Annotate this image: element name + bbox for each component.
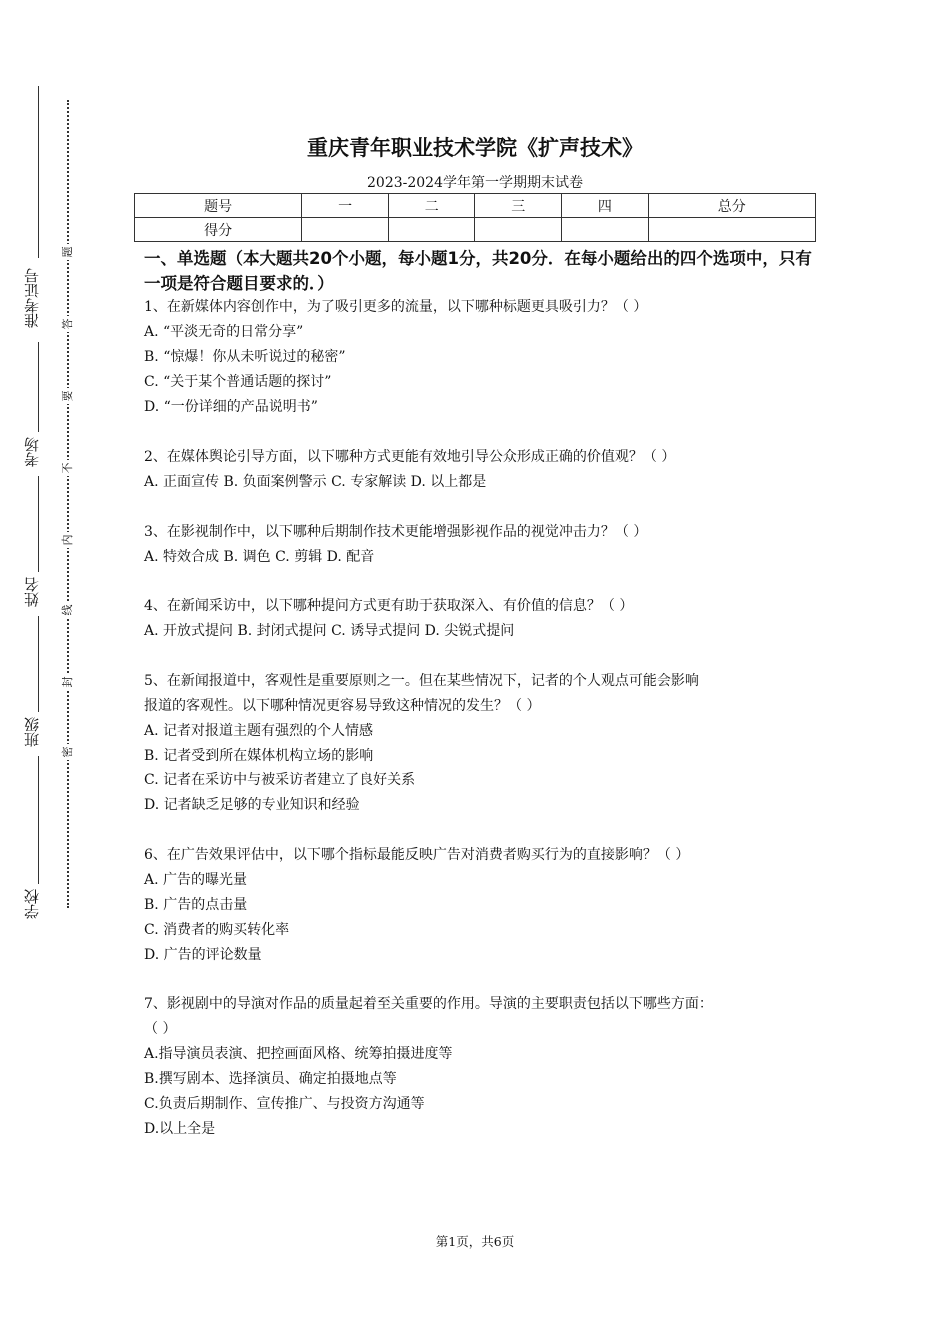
line-exam-room: [38, 342, 39, 432]
question-option: C. 消费者的购买转化率: [144, 922, 290, 938]
seal-dotted-line: [67, 100, 69, 908]
question-option: B. “惊爆！你从未听说过的秘密”: [144, 349, 346, 365]
score-input-cell[interactable]: [475, 218, 562, 242]
line-class: [38, 616, 39, 712]
score-cell: 二: [388, 194, 475, 218]
question-option: C. 记者在采访中与被采访者建立了良好关系: [144, 772, 416, 788]
question-option: A. 记者对报道主题有强烈的个人情感: [144, 723, 374, 739]
question-option: B. 广告的点击量: [144, 897, 248, 913]
question-option: A. 特效合成 B. 调色 C. 剪辑 D. 配音: [144, 549, 375, 565]
question-option: B.撰写剧本、选择演员、确定拍摄地点等: [144, 1071, 397, 1087]
seal-char: 题: [60, 244, 76, 260]
question-option: D. 广告的评论数量: [144, 947, 262, 963]
section-heading: 一、单选题（本大题共20个小题，每小题1分，共20分．在每小题给出的四个选项中，只有一项是符合题目要求的．）: [144, 249, 812, 293]
label-name: 姓名: [23, 577, 41, 607]
score-cell: 题号: [135, 194, 302, 218]
score-input-cell[interactable]: [388, 218, 475, 242]
score-cell: 总分: [648, 194, 815, 218]
exam-subtitle: 2023-2024学年第一学期期末试卷: [367, 175, 583, 191]
question-option: C. “关于某个普通话题的探讨”: [144, 374, 332, 390]
question-stem: （ ）: [144, 1021, 177, 1037]
question-stem: 4、在新闻采访中，以下哪种提问方式更有助于获取深入、有价值的信息？（ ）: [144, 598, 634, 614]
question-option: D. “一份详细的产品说明书”: [144, 399, 318, 415]
score-header-row: [135, 194, 816, 218]
label-exam-room: 考场: [23, 437, 41, 467]
seal-char: 答: [60, 316, 76, 332]
seal-char: 内: [60, 532, 76, 548]
question-stem: 7、影视剧中的导演对作品的质量起着至关重要的作用。导演的主要职责包括以下哪些方面：: [144, 996, 713, 1012]
seal-char: 不: [60, 460, 76, 476]
question-stem: 6、在广告效果评估中，以下哪个指标最能反映广告对消费者购买行为的直接影响？（ ）: [144, 847, 690, 863]
seal-char: 密: [60, 744, 76, 760]
question-option: B. 记者受到所在媒体机构立场的影响: [144, 748, 374, 764]
question-stem: 报道的客观性。以下哪种情况更容易导致这种情况的发生？（ ）: [144, 698, 541, 714]
question-stem: 3、在影视制作中，以下哪种后期制作技术更能增强影视作品的视觉冲击力？（ ）: [144, 524, 648, 540]
question-option: A. 正面宣传 B. 负面案例警示 C. 专家解读 D. 以上都是: [144, 474, 487, 490]
label-exam-id: 准考证号: [23, 268, 41, 328]
binding-margin: [0, 0, 110, 1344]
line-school: [38, 756, 39, 884]
label-class: 班级: [23, 717, 41, 747]
score-table: [134, 193, 816, 242]
exam-title: 重庆青年职业技术学院《扩声技术》: [307, 136, 643, 160]
question-option: A. 广告的曝光量: [144, 872, 248, 888]
question-option: C.负责后期制作、宣传推广、与投资方沟通等: [144, 1096, 425, 1112]
question-option: A. “平淡无奇的日常分享”: [144, 324, 304, 340]
question-stem: 5、在新闻报道中，客观性是重要原则之一。但在某些情况下，记者的个人观点可能会影响: [144, 673, 699, 689]
seal-char: 要: [60, 388, 76, 404]
question-option: D. 记者缺乏足够的专业知识和经验: [144, 797, 360, 813]
question-option: A.指导演员表演、把控画面风格、统筹拍摄进度等: [144, 1046, 453, 1062]
question-option: A. 开放式提问 B. 封闭式提问 C. 诱导式提问 D. 尖锐式提问: [144, 623, 515, 639]
score-cell: 一: [302, 194, 389, 218]
seal-char: 线: [60, 602, 76, 618]
page-footer: 第1页，共6页: [435, 1234, 515, 1249]
question-stem: 1、在新媒体内容创作中，为了吸引更多的流量，以下哪种标题更具吸引力？（ ）: [144, 299, 648, 315]
score-cell: 三: [475, 194, 562, 218]
score-input-cell[interactable]: [302, 218, 389, 242]
score-cell: 得分: [135, 218, 302, 242]
question-stem: 2、在媒体舆论引导方面，以下哪种方式更能有效地引导公众形成正确的价值观？（ ）: [144, 449, 676, 465]
seal-char: 封: [60, 674, 76, 690]
line-name: [38, 476, 39, 572]
score-input-cell[interactable]: [562, 218, 649, 242]
question-option: D.以上全是: [144, 1121, 216, 1137]
score-cell: 四: [562, 194, 649, 218]
score-value-row: [135, 218, 816, 242]
label-school: 学校: [23, 889, 41, 919]
score-input-cell[interactable]: [648, 218, 815, 242]
